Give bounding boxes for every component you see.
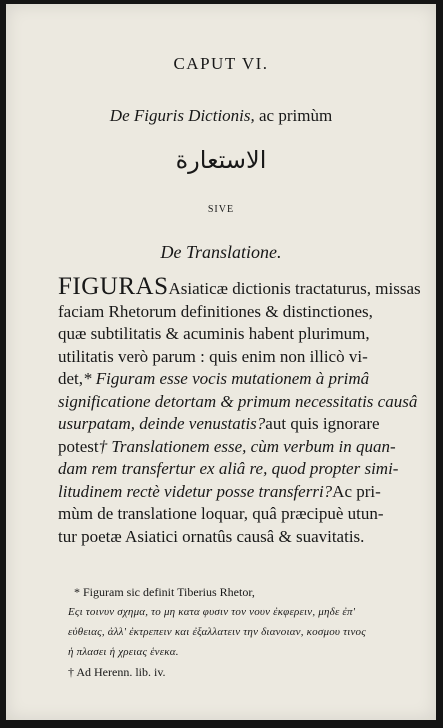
text-line — [58, 503, 428, 526]
footnotes — [68, 582, 428, 682]
chapter-title: CAPUT VI. — [173, 54, 269, 73]
section-title: De Translatione. — [160, 242, 282, 262]
text-line — [58, 526, 428, 549]
text-line — [58, 368, 428, 391]
line-text-italic: litudinem rectè videtur posse transferri? — [58, 481, 333, 501]
line-text: aut quis ignorare — [265, 414, 380, 433]
line-text-italic: † Translationem esse, cùm verbum in quan- — [98, 436, 396, 456]
line-text: det, — [58, 369, 84, 388]
line-text: utilitatis verò parum : quis enim non illicò vi- — [58, 346, 368, 366]
line-text-italic: dam rem transfertur ex aliâ re, quod propter simi- — [58, 459, 399, 478]
footnote-greek-line: εὐθειας, ἀλλ' ἐκτρεπειν και ἐξαλλατειν την διανοιαν, κοσμου τινος — [68, 626, 366, 638]
line-text: mùm de translatione loquar, quâ præcipuè utun- — [58, 504, 384, 523]
line-text: faciam Rhetorum definitiones & distinctiones, — [58, 301, 373, 321]
text-line — [58, 301, 428, 324]
line-text: potest — [58, 436, 99, 456]
chapter-subtitle — [6, 106, 436, 126]
book-page — [6, 4, 436, 720]
text-line — [58, 346, 428, 369]
subtitle-roman: ac primùm — [254, 106, 333, 125]
line-text-italic: * Figuram esse vocis mutationem à primâ — [83, 369, 370, 388]
line-text: Ac pri- — [332, 481, 381, 501]
sive-label: SIVE — [207, 204, 235, 215]
line-text: Asiaticæ dictionis tractaturus, missas — [168, 279, 421, 298]
line-text-italic: usurpatam, deinde venustatis? — [58, 414, 266, 433]
text-line — [58, 273, 428, 301]
body-text — [58, 273, 428, 548]
footnote-greek-line: Eςι τοινυν σχημα, το μη κατα φυσιν τον νουν ἐκφερειν, μηδε ἐπ' — [68, 606, 356, 618]
text-line — [58, 391, 428, 414]
line-text: tur poetæ Asiatici ornatûs causâ & suavitatis. — [58, 526, 365, 546]
footnote-1: * Figuram sic definit Tiberius Rhetor, — [74, 585, 255, 599]
text-line — [58, 436, 428, 459]
text-line — [58, 323, 428, 346]
text-line — [58, 458, 428, 481]
footnote-greek-line: ἡ πλασει ἡ χρειας ἑνεκα. — [68, 646, 179, 658]
line-text: quæ subtilitatis & acuminis habent plurimum, — [58, 324, 370, 343]
subtitle-italic: De Figuris Dictionis, — [109, 106, 255, 125]
text-line — [58, 413, 428, 436]
drop-word: FIGURAS — [58, 273, 169, 300]
arabic-title: الاستعارة — [175, 146, 267, 174]
text-line — [58, 481, 428, 504]
footnote-2: † Ad Herenn. lib. iv. — [68, 665, 166, 679]
line-text-italic: significatione detortam & primum necessitatis causâ — [58, 391, 418, 411]
